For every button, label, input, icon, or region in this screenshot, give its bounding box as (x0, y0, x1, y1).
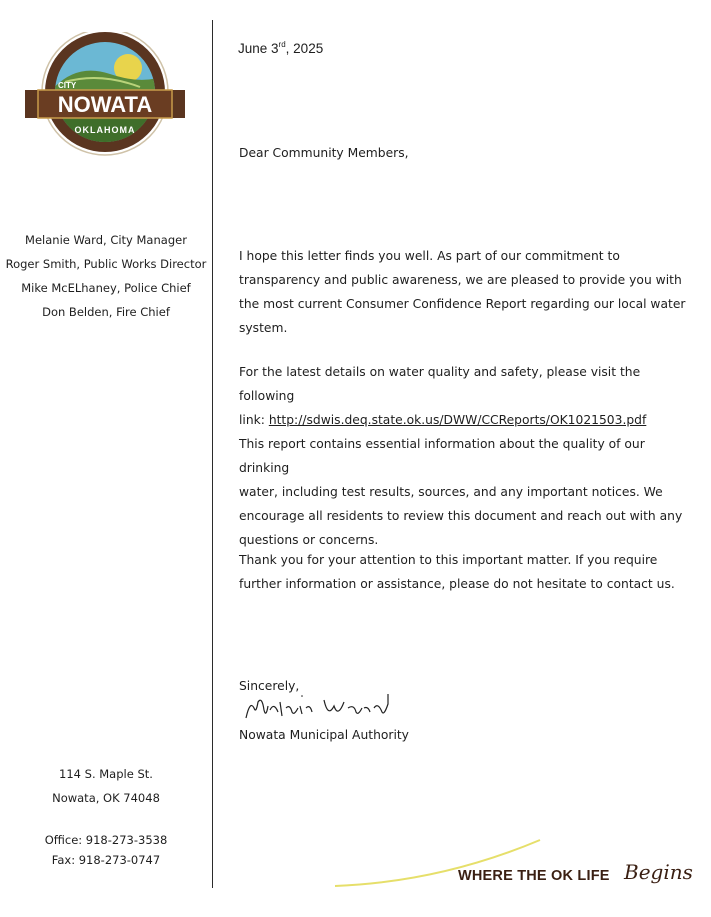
date-ordinal: rd (278, 40, 286, 49)
paragraph-report-line: questions or concerns. (239, 533, 379, 547)
officials-list (0, 228, 212, 324)
footer-tagline-script: Begins (624, 860, 693, 884)
footer-tagline: WHERE THE OK LIFE (458, 868, 610, 884)
paragraph-thanks-line: Thank you for your attention to this important matter. If you require (239, 553, 658, 567)
address-city: Nowata, OK 74048 (52, 791, 160, 805)
official-fire-chief: Don Belden, Fire Chief (42, 305, 170, 319)
link-prefix: link: (239, 413, 269, 427)
signer-name: Nowata Municipal Authority (239, 728, 409, 742)
official-public-works: Roger Smith, Public Works Director (5, 257, 207, 271)
logo-city-text: CITY (58, 81, 77, 90)
paragraph-link-line: For the latest details on water quality and safety, please visit the following (239, 365, 641, 403)
vertical-divider (212, 20, 213, 888)
office-phone: Office: 918-273-3538 (44, 833, 168, 847)
official-police-chief: Mike McELhaney, Police Chief (21, 281, 191, 295)
paragraph-thanks-line: further information or assistance, please do not hesitate to contact us. (239, 577, 675, 591)
paragraph-intro-line: transparency and public awareness, we are pleased to provide you with (239, 273, 682, 287)
logo-state-text: OKLAHOMA (74, 125, 136, 135)
letter-date (238, 40, 323, 56)
paragraph-intro-line: I hope this letter finds you well. As part of our commitment to (239, 249, 620, 263)
handwritten-signature (238, 678, 418, 728)
paragraph-intro-line: the most current Consumer Confidence Report regarding our local water (239, 297, 686, 311)
paragraph-report-line: water, including test results, sources, and any important notices. We (239, 485, 663, 499)
date-month-day: June 3 (238, 41, 279, 56)
closing: Sincerely, (239, 679, 300, 693)
logo-name-text: NOWATA (57, 92, 153, 117)
paragraph-link (239, 360, 689, 432)
fax-number: Fax: 918-273-0747 (51, 853, 161, 867)
salutation: Dear Community Members, (239, 146, 409, 160)
paragraph-intro-line: system. (239, 321, 288, 335)
paragraph-report-line: encourage all residents to review this document and reach out with any (239, 509, 683, 523)
ccr-report-link[interactable]: http://sdwis.deq.state.ok.us/DWW/CCReports/OK1021503.pdf (268, 413, 647, 427)
address-block (0, 762, 212, 810)
date-year: , 2025 (285, 41, 324, 56)
contact-block (0, 830, 212, 870)
paragraph-intro (239, 244, 689, 340)
official-city-manager: Melanie Ward, City Manager (25, 233, 187, 247)
paragraph-report-line: This report contains essential information about the quality of our drinking (239, 437, 645, 475)
paragraph-thanks (239, 548, 689, 596)
address-street: 114 S. Maple St. (59, 767, 153, 781)
paragraph-report-info (239, 432, 689, 552)
city-logo (20, 32, 190, 162)
